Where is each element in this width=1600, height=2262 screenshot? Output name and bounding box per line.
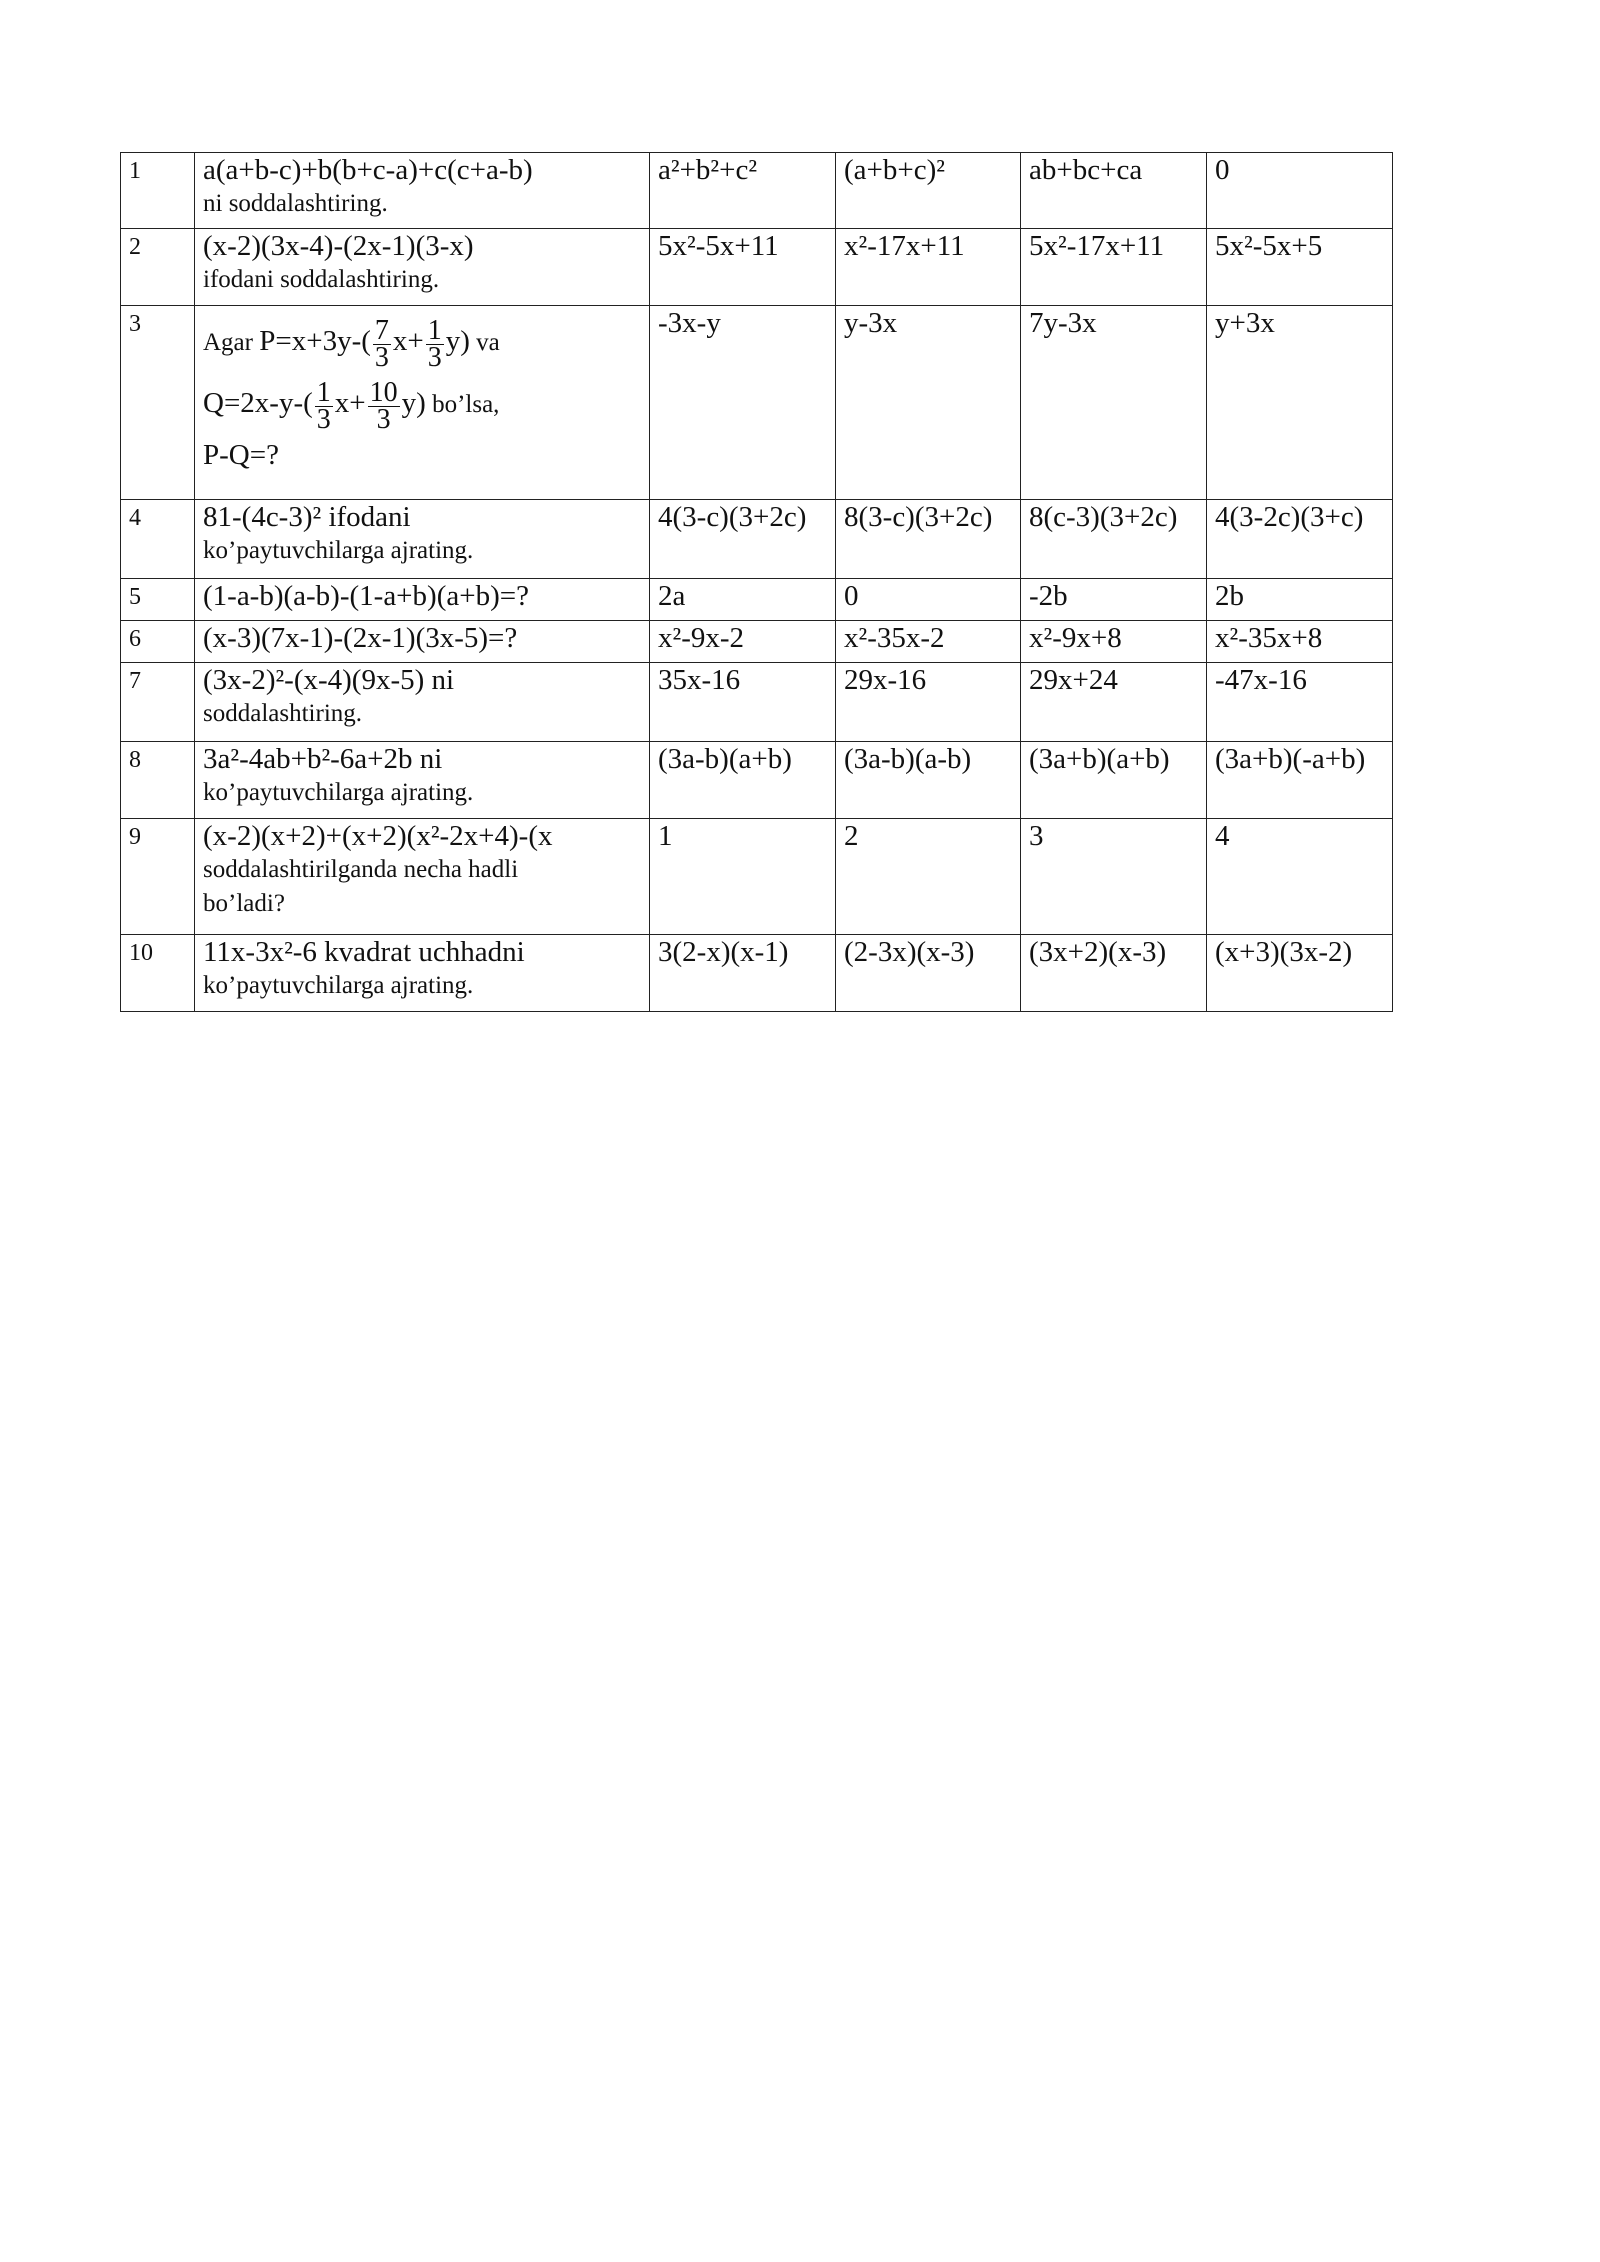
answer-option-b[interactable] <box>836 621 1021 663</box>
answer-text: (3a+b)(a+b) <box>1029 743 1170 775</box>
answer-text: x²-17x+11 <box>844 230 965 262</box>
question-text <box>195 229 650 306</box>
answer-option-c[interactable] <box>1021 153 1207 229</box>
answer-text: (x+3)(3x-2) <box>1215 936 1353 968</box>
answer-text: (3a+b)(-a+b) <box>1215 743 1366 775</box>
question-instruction: ko’paytuvchilarga ajrating. <box>203 972 474 999</box>
answer-option-a[interactable] <box>650 621 836 663</box>
question-instruction: bo’ladi? <box>203 890 285 917</box>
answer-option-c[interactable] <box>1021 935 1207 1012</box>
question-row <box>121 153 1393 229</box>
question-number: 9 <box>121 819 195 935</box>
question-number: 7 <box>121 663 195 742</box>
answer-text: y-3x <box>844 307 898 339</box>
question-text <box>195 742 650 819</box>
q3-pq: P-Q=? <box>203 439 279 471</box>
question-text <box>195 579 650 621</box>
answer-text: 2a <box>658 580 686 612</box>
q3-q-tail: y) <box>401 387 426 419</box>
answer-text: x²-9x+8 <box>1029 622 1122 654</box>
question-row <box>121 229 1393 306</box>
q3-va: va <box>469 329 500 356</box>
answer-text: x²-35x+8 <box>1215 622 1323 654</box>
q3-p-expr: P=x+3y-( <box>259 325 371 357</box>
answer-text: -2b <box>1029 580 1068 612</box>
q3-bolsa: bo’lsa, <box>425 391 500 418</box>
answer-text: 4(3-2c)(3+c) <box>1215 501 1364 533</box>
q3-q-expr: Q=2x-y-( <box>203 387 313 419</box>
answer-option-c[interactable] <box>1021 306 1207 500</box>
fraction <box>426 314 444 373</box>
answer-text: (2-3x)(x-3) <box>844 936 975 968</box>
answer-option-d[interactable] <box>1207 663 1393 742</box>
answer-option-b[interactable] <box>836 500 1021 579</box>
answer-option-b[interactable] <box>836 153 1021 229</box>
answer-option-b[interactable] <box>836 663 1021 742</box>
question-text <box>195 935 650 1012</box>
question-text <box>195 500 650 579</box>
answer-text: (3a-b)(a+b) <box>658 743 792 775</box>
question-expression: (1-a-b)(a-b)-(1-a+b)(a+b)=? <box>203 580 529 612</box>
numerator: 1 <box>427 314 442 346</box>
question-expression: (x-3)(7x-1)-(2x-1)(3x-5)=? <box>203 622 518 654</box>
answer-text: a²+b²+c² <box>658 154 758 186</box>
q3-p-tail: y) <box>445 325 470 357</box>
answer-option-d[interactable] <box>1207 621 1393 663</box>
question-expression: (x-2)(x+2)+(x+2)(x²-2x+4)-(x <box>203 820 553 852</box>
question-number: 6 <box>121 621 195 663</box>
answer-text: 5x²-17x+11 <box>1029 230 1165 262</box>
question-text <box>195 663 650 742</box>
denominator: 3 <box>427 341 442 373</box>
answer-text: 35x-16 <box>658 664 741 696</box>
answer-text: -3x-y <box>658 307 721 339</box>
answer-option-c[interactable] <box>1021 229 1207 306</box>
answer-option-b[interactable] <box>836 229 1021 306</box>
question-expression: 11x-3x²-6 kvadrat uchhadni <box>203 936 525 968</box>
answer-text: (a+b+c)² <box>844 154 945 186</box>
question-text <box>195 621 650 663</box>
answer-text: 0 <box>1215 154 1230 186</box>
q3-p-mid: x+ <box>392 325 424 357</box>
question-row <box>121 579 1393 621</box>
answer-option-d[interactable] <box>1207 306 1393 500</box>
numerator: 7 <box>374 314 389 346</box>
question-number: 2 <box>121 229 195 306</box>
answer-option-a[interactable] <box>650 579 836 621</box>
denominator: 3 <box>316 403 331 435</box>
answer-text: 3(2-x)(x-1) <box>658 936 789 968</box>
fraction <box>373 314 391 373</box>
answer-option-a[interactable] <box>650 306 836 500</box>
answer-text: 2 <box>844 820 859 852</box>
answer-option-d[interactable] <box>1207 819 1393 935</box>
answer-option-a[interactable] <box>650 153 836 229</box>
answer-option-d[interactable] <box>1207 153 1393 229</box>
answer-text: 8(c-3)(3+2c) <box>1029 501 1178 533</box>
answer-text: 29x-16 <box>844 664 927 696</box>
answer-option-d[interactable] <box>1207 500 1393 579</box>
answer-text: 5x²-5x+5 <box>1215 230 1323 262</box>
question-instruction: soddalashtirilganda necha hadli <box>203 856 519 883</box>
numerator: 1 <box>316 376 331 408</box>
answer-text: 2b <box>1215 580 1244 612</box>
answer-option-a[interactable] <box>650 229 836 306</box>
question-instruction: ko’paytuvchilarga ajrating. <box>203 779 474 806</box>
answer-text: 8(3-c)(3+2c) <box>844 501 993 533</box>
fraction <box>315 376 333 435</box>
answer-option-c[interactable] <box>1021 663 1207 742</box>
answer-text: x²-9x-2 <box>658 622 745 654</box>
question-row <box>121 306 1393 500</box>
answer-option-d[interactable] <box>1207 935 1393 1012</box>
question-number: 1 <box>121 153 195 229</box>
answer-text: 29x+24 <box>1029 664 1118 696</box>
question-number: 10 <box>121 935 195 1012</box>
answer-option-b[interactable] <box>836 306 1021 500</box>
question-number: 8 <box>121 742 195 819</box>
fraction <box>368 376 400 435</box>
question-instruction: ko’paytuvchilarga ajrating. <box>203 537 474 564</box>
answer-text: ab+bc+ca <box>1029 154 1143 186</box>
answer-option-a[interactable] <box>650 935 836 1012</box>
q3-prefix: Agar <box>203 329 260 356</box>
question-number: 4 <box>121 500 195 579</box>
answer-option-c[interactable] <box>1021 579 1207 621</box>
answer-option-d[interactable] <box>1207 579 1393 621</box>
denominator: 3 <box>374 341 389 373</box>
question-text <box>195 153 650 229</box>
question-instruction: soddalashtiring. <box>203 700 363 727</box>
question-row <box>121 742 1393 819</box>
answer-option-b[interactable] <box>836 742 1021 819</box>
question-row <box>121 819 1393 935</box>
question-expression: a(a+b-c)+b(b+c-a)+c(c+a-b) <box>203 154 533 186</box>
question-row <box>121 621 1393 663</box>
answer-option-b[interactable] <box>836 935 1021 1012</box>
question-expression: 81-(4c-3)² ifodani <box>203 501 411 533</box>
answer-text: 4(3-c)(3+2c) <box>658 501 807 533</box>
answer-text: 3 <box>1029 820 1044 852</box>
question-row <box>121 935 1393 1012</box>
question-instruction: ni soddalashtiring. <box>203 190 388 217</box>
numerator: 10 <box>369 376 398 408</box>
q3-q-mid: x+ <box>334 387 366 419</box>
answer-text: 7y-3x <box>1029 307 1097 339</box>
answer-text: 4 <box>1215 820 1230 852</box>
answer-text: x²-35x-2 <box>844 622 945 654</box>
answer-option-c[interactable] <box>1021 742 1207 819</box>
answer-option-c[interactable] <box>1021 819 1207 935</box>
answer-option-b[interactable] <box>836 819 1021 935</box>
answer-option-c[interactable] <box>1021 500 1207 579</box>
answer-option-d[interactable] <box>1207 742 1393 819</box>
question-expression: (3x-2)²-(x-4)(9x-5) ni <box>203 664 455 696</box>
answer-option-a[interactable] <box>650 500 836 579</box>
answer-option-a[interactable] <box>650 742 836 819</box>
answer-text: 5x²-5x+11 <box>658 230 779 262</box>
question-expression: (x-2)(3x-4)-(2x-1)(3-x) <box>203 230 474 262</box>
answer-option-b[interactable] <box>836 579 1021 621</box>
answer-text: y+3x <box>1215 307 1275 339</box>
question-expression: 3a²-4ab+b²-6a+2b ni <box>203 743 443 775</box>
denominator: 3 <box>376 403 391 435</box>
answer-option-d[interactable] <box>1207 229 1393 306</box>
question-text <box>195 306 650 500</box>
answer-text: (3x+2)(x-3) <box>1029 936 1167 968</box>
answer-text: 1 <box>658 820 673 852</box>
question-instruction: ifodani soddalashtiring. <box>203 266 440 293</box>
question-number: 3 <box>121 306 195 500</box>
question-row <box>121 500 1393 579</box>
question-text <box>195 819 650 935</box>
answer-option-c[interactable] <box>1021 621 1207 663</box>
test-questions-table <box>120 152 1393 1012</box>
answer-option-a[interactable] <box>650 819 836 935</box>
answer-text: -47x-16 <box>1215 664 1307 696</box>
question-number: 5 <box>121 579 195 621</box>
answer-text: 0 <box>844 580 859 612</box>
answer-text: (3a-b)(a-b) <box>844 743 972 775</box>
answer-option-a[interactable] <box>650 663 836 742</box>
question-row <box>121 663 1393 742</box>
